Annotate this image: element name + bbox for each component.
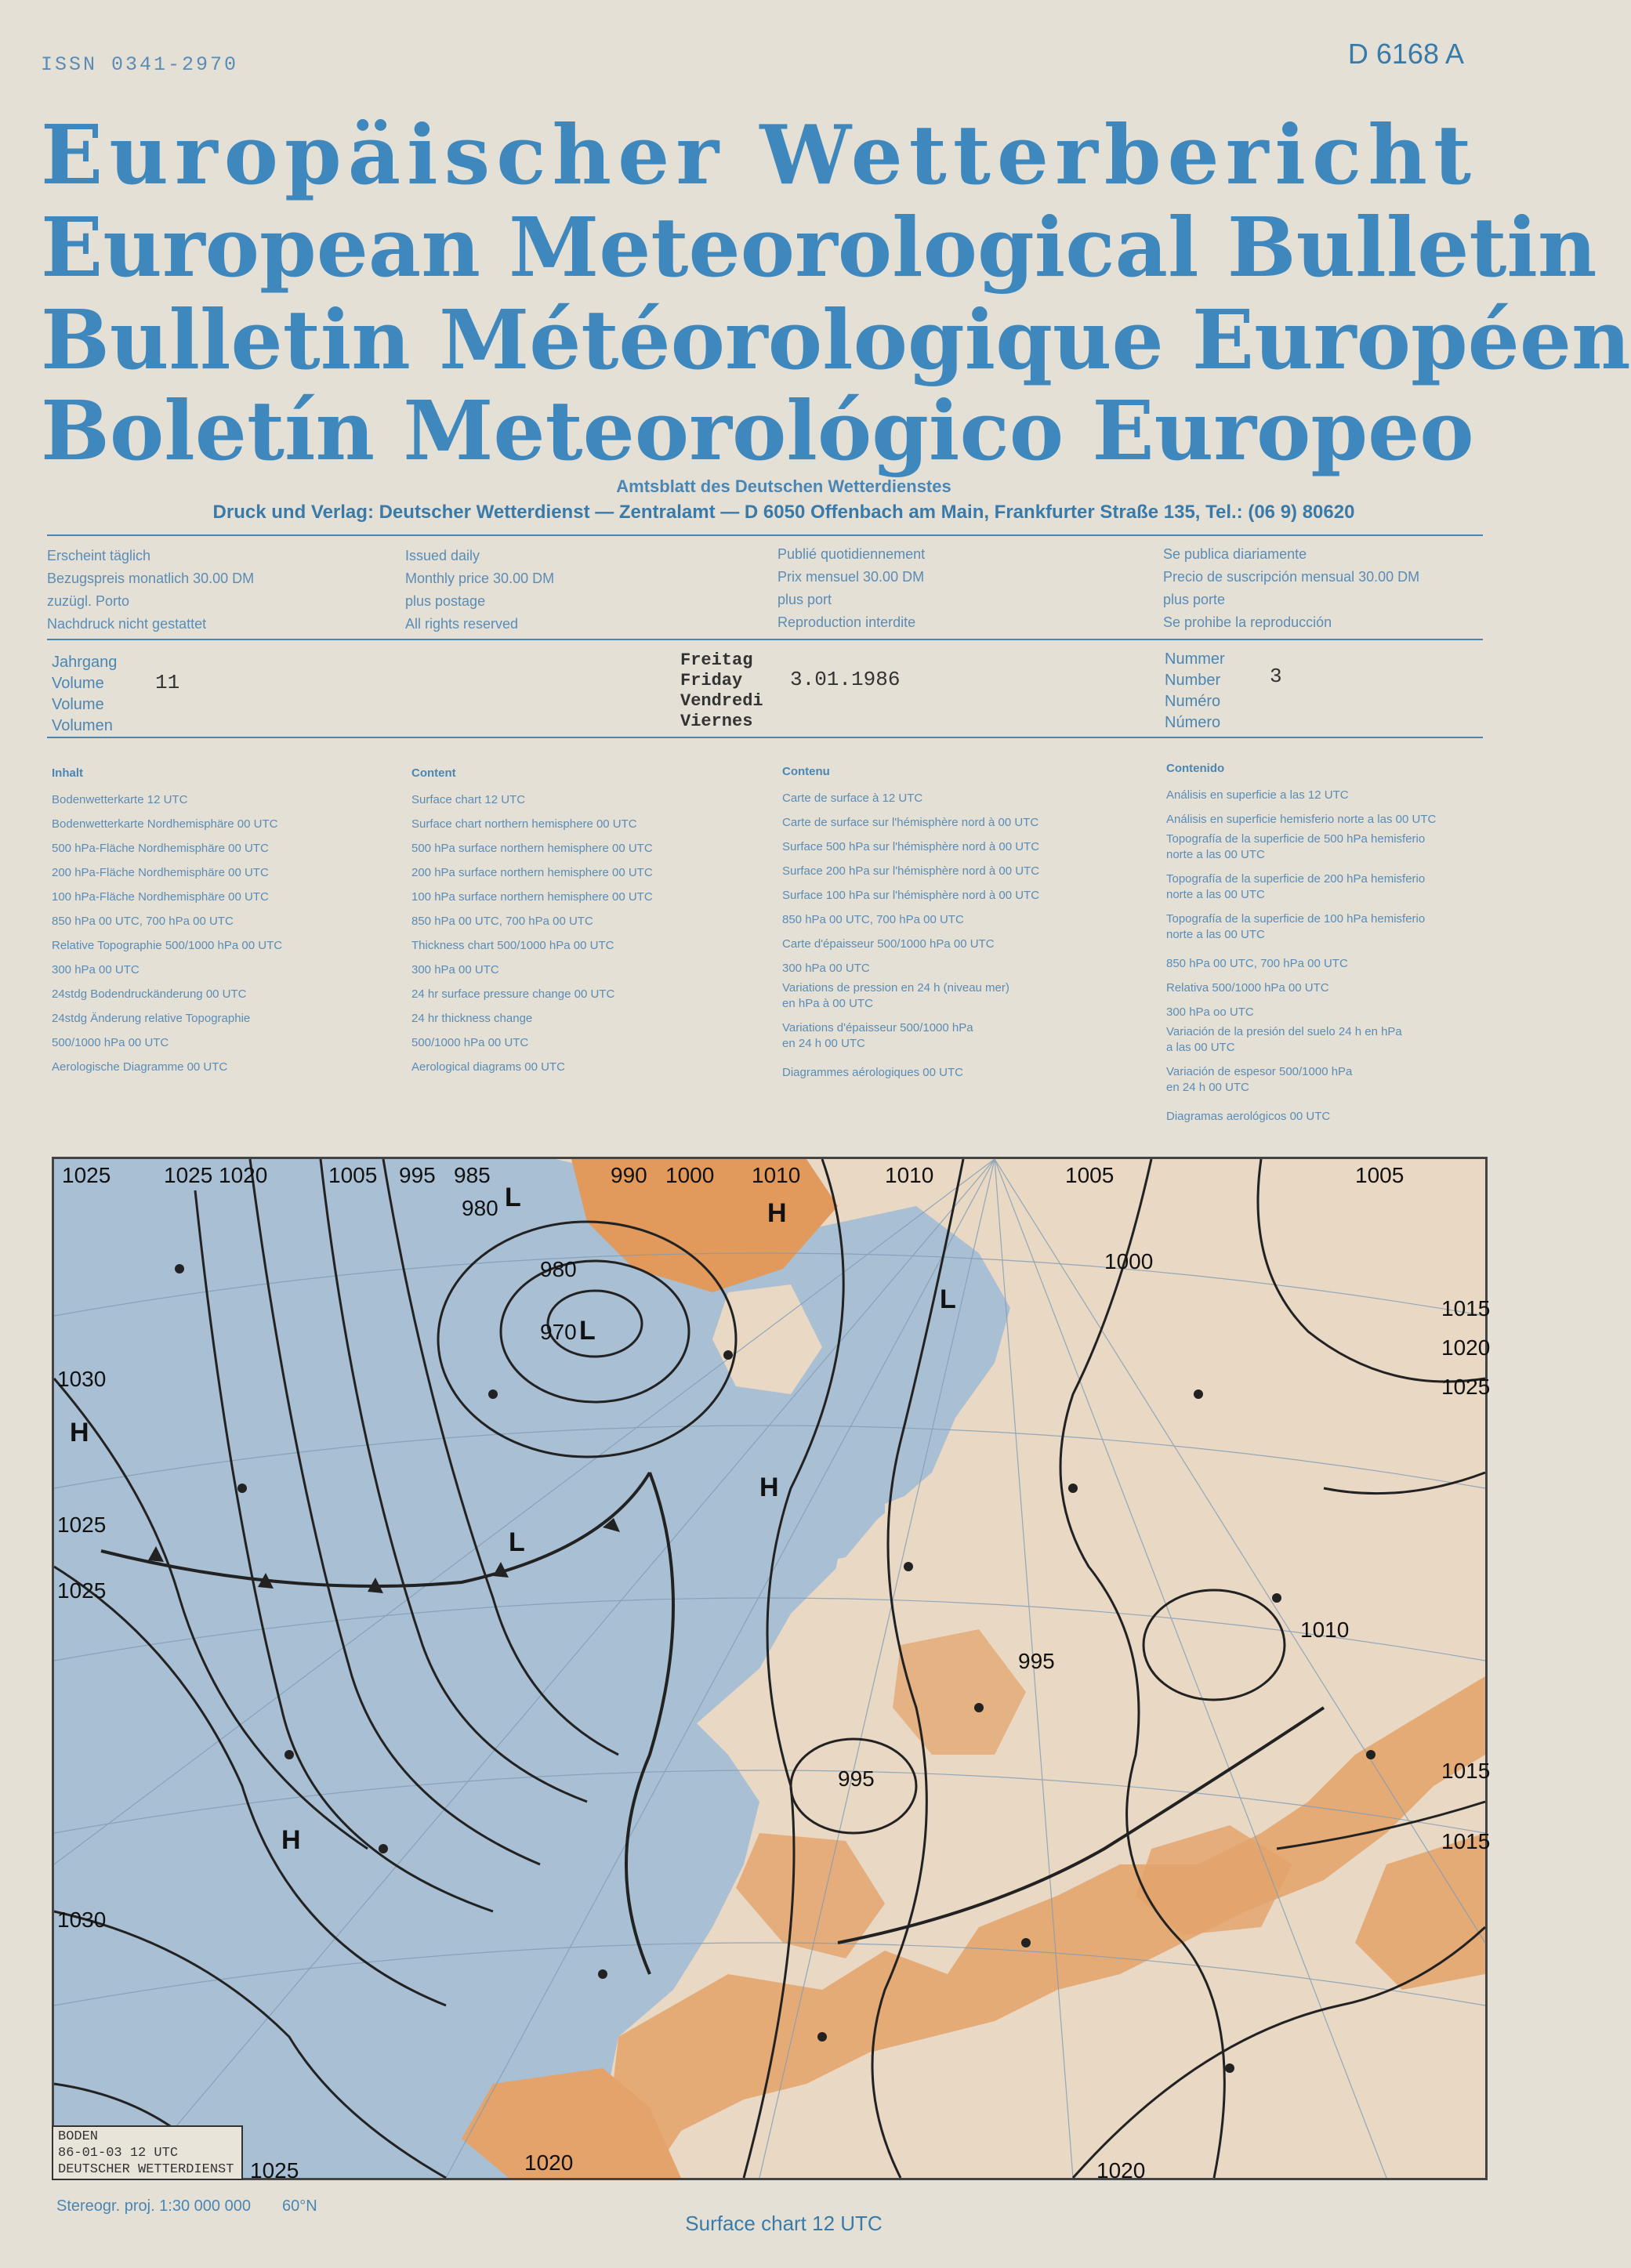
contents-item: Bodenwetterkarte Nordhemisphäre 00 UTC <box>52 817 278 831</box>
day-label: Viernes <box>680 712 753 731</box>
isobar-label: 1020 <box>524 2150 574 2175</box>
volume-value: 11 <box>155 671 180 694</box>
divider <box>47 737 1483 738</box>
volume-labels <box>52 652 117 737</box>
isobar-label: 1005 <box>328 1163 378 1187</box>
subscription-text: Reproduction interdite <box>777 614 916 630</box>
isobar-label: 1010 <box>1300 1618 1350 1642</box>
subscription-text: Issued daily <box>405 548 480 563</box>
high-pressure-center: H <box>70 1418 89 1447</box>
divider <box>47 534 1483 536</box>
subscription-text: Precio de suscripción mensual 30.00 DM <box>1163 569 1420 585</box>
volume-label: Jahrgang <box>52 654 118 671</box>
contents-item <box>782 1020 1039 1052</box>
stamp-line: 86-01-03 12 UTC <box>58 2146 179 2161</box>
station-dot <box>817 2032 827 2042</box>
contents-line: Variations de pression en 24 h (niveau mer) <box>782 981 1009 995</box>
day-label: Vendredi <box>680 691 763 711</box>
publisher-line: Druck und Verlag: Deutscher Wetterdienst — Zentralamt — D 6050 Offenbach am Main, Frankfurter Straße 135, Tel.: (06 9) 80620 <box>212 502 1355 523</box>
contents-item: 500 hPa surface northern hemisphere 00 UTC <box>411 842 653 855</box>
divider <box>47 639 1483 640</box>
isobar-label: 1000 <box>1104 1249 1154 1273</box>
station-dot <box>175 1264 184 1273</box>
subscription-text: Monthly price 30.00 DM <box>405 571 555 586</box>
isobar-label: 1015 <box>1441 1296 1491 1321</box>
map-caption: Surface chart 12 UTC <box>685 2212 883 2235</box>
contents-item: Relative Topographie 500/1000 hPa 00 UTC <box>52 939 283 952</box>
isobar-label: 980 <box>540 1257 577 1281</box>
stamp-line: DEUTSCHER WETTERDIENST <box>58 2162 234 2177</box>
contents-item: Diagramas aerológicos 00 UTC <box>1166 1110 1331 1123</box>
isobar-label: 990 <box>611 1163 647 1187</box>
contents-item: Surface chart northern hemisphere 00 UTC <box>411 817 637 831</box>
contents-item: 100 hPa surface northern hemisphere 00 UTC <box>411 890 653 904</box>
high-pressure-center: H <box>759 1473 779 1502</box>
contents-title: Contenido <box>1166 762 1225 775</box>
subscription-en <box>405 545 554 636</box>
contents-line: Variación de la presión del suelo 24 h en hPa <box>1166 1025 1402 1038</box>
projection-label: Stereogr. proj. 1:30 000 000 <box>56 2197 251 2215</box>
contents-item: 500/1000 hPa 00 UTC <box>52 1036 169 1049</box>
contents-item: Análisis en superficie hemisferio norte a las 00 UTC <box>1166 813 1437 826</box>
station-dot <box>1366 1750 1375 1759</box>
stamp-line: BODEN <box>58 2129 99 2144</box>
high-pressure-center: H <box>281 1825 301 1855</box>
number-label: Número <box>1165 714 1221 731</box>
isobar-label: 1025 <box>57 1578 107 1603</box>
number-label: Number <box>1165 672 1221 689</box>
isobar-label: 985 <box>454 1163 491 1187</box>
low-pressure-center: L <box>579 1316 596 1346</box>
isobar-label: 1025 <box>1441 1375 1491 1399</box>
contents-line: norte a las 00 UTC <box>1166 848 1265 861</box>
contents-de <box>52 766 282 1079</box>
contents-item: 24stdg Änderung relative Topographie <box>52 1012 251 1025</box>
contents-line: en 24 h 00 UTC <box>1166 1081 1249 1094</box>
contents-item: 300 hPa 00 UTC <box>52 963 140 976</box>
latitude-label: 60°N <box>282 2197 317 2215</box>
contents-line: norte a las 00 UTC <box>1166 928 1265 941</box>
title-german: Europäischer Wetterbericht <box>41 107 1477 203</box>
contents-item: Surface 100 hPa sur l'hémisphère nord à 00 UTC <box>782 889 1040 902</box>
isobar-label: 1030 <box>57 1908 107 1932</box>
isobar-label: 1025 <box>57 1513 107 1537</box>
contents-item: Diagrammes aérologiques 00 UTC <box>782 1066 963 1079</box>
contents-fr <box>782 765 1039 1085</box>
contents-es <box>1166 762 1436 1129</box>
contents-item: Surface 500 hPa sur l'hémisphère nord à 00 UTC <box>782 840 1040 853</box>
low-pressure-center: L <box>505 1183 521 1212</box>
isobar-label: 1025 <box>164 1163 213 1187</box>
contents-item <box>1166 1024 1436 1056</box>
day-labels <box>680 650 763 732</box>
contents-item: 850 hPa 00 UTC, 700 hPa 00 UTC <box>1166 957 1348 970</box>
contents-item <box>1166 911 1436 943</box>
low-pressure-center: L <box>509 1527 525 1557</box>
subscription-text: Prix mensuel 30.00 DM <box>777 569 925 585</box>
station-dot <box>1225 2063 1234 2073</box>
station-dot <box>723 1350 733 1360</box>
contents-item: Carte de surface à 12 UTC <box>782 792 923 805</box>
contents-line: Variación de espesor 500/1000 hPa <box>1166 1065 1353 1078</box>
title-french: Bulletin Météorologique Européen <box>41 292 1631 388</box>
contents-item: 100 hPa-Fläche Nordhemisphäre 00 UTC <box>52 890 269 904</box>
station-dot <box>1021 1938 1031 1947</box>
subscription-text: All rights reserved <box>405 616 519 632</box>
contents-item <box>1166 831 1436 863</box>
volume-label: Volume <box>52 696 104 713</box>
contents-en <box>411 766 653 1079</box>
contents-item: 850 hPa 00 UTC, 700 hPa 00 UTC <box>52 915 234 928</box>
day-label: Friday <box>680 671 743 690</box>
isobar-label: 1000 <box>665 1163 715 1187</box>
contents-item <box>1166 1064 1436 1096</box>
contents-item: 24 hr thickness change <box>411 1012 533 1025</box>
station-dot <box>1068 1484 1078 1493</box>
isobar-label: 995 <box>1018 1649 1055 1673</box>
station-dot <box>379 1844 388 1853</box>
issue-date: 3.01.1986 <box>790 668 901 691</box>
contents-item: 24 hr surface pressure change 00 UTC <box>411 987 615 1001</box>
weather-map-svg <box>54 1159 1491 2183</box>
station-dot <box>974 1703 984 1712</box>
subscription-text: Se prohibe la reproducción <box>1163 614 1332 630</box>
contents-item: Relativa 500/1000 hPa 00 UTC <box>1166 981 1329 995</box>
contents-item: 850 hPa 00 UTC, 700 hPa 00 UTC <box>782 913 964 926</box>
subscription-text: Bezugspreis monatlich 30.00 DM <box>47 571 255 586</box>
isobar-label: 1005 <box>1355 1163 1404 1187</box>
map-stamp <box>52 2125 243 2180</box>
isobar-label: 1010 <box>752 1163 801 1187</box>
station-dot <box>1194 1389 1203 1399</box>
contents-line: en 24 h 00 UTC <box>782 1037 865 1050</box>
isobar-label: 970 <box>540 1320 577 1344</box>
volume-label: Volumen <box>52 717 113 734</box>
isobar-label: 1020 <box>219 1163 268 1187</box>
contents-item: Carte d'épaisseur 500/1000 hPa 00 UTC <box>782 937 995 951</box>
contents-item: Surface chart 12 UTC <box>411 793 526 806</box>
contents-item: Thickness chart 500/1000 hPa 00 UTC <box>411 939 614 952</box>
isobar-label: 1025 <box>250 2158 299 2183</box>
subscription-text: plus postage <box>405 593 486 609</box>
surface-weather-map <box>52 1157 1491 2183</box>
issn-label: ISSN 0341-2970 <box>41 53 239 76</box>
contents-line: Topografía de la superficie de 200 hPa hemisferio <box>1166 872 1426 886</box>
isobar-label: 1015 <box>1441 1829 1491 1853</box>
contents-line: Variations d'épaisseur 500/1000 hPa <box>782 1021 973 1034</box>
station-dot <box>237 1484 247 1493</box>
isobar-label: 1025 <box>62 1163 111 1187</box>
station-dot <box>488 1389 498 1399</box>
volume-label: Volume <box>52 675 104 692</box>
station-dot <box>904 1562 913 1571</box>
isobar-label: 980 <box>462 1196 498 1220</box>
station-dot <box>285 1750 294 1759</box>
contents-item: 300 hPa 00 UTC <box>782 962 870 975</box>
publication-code: D 6168 A <box>1347 38 1464 70</box>
isobar-label: 1005 <box>1065 1163 1115 1187</box>
contents-item: 500/1000 hPa 00 UTC <box>411 1036 529 1049</box>
contents-line: en hPa à 00 UTC <box>782 997 873 1010</box>
contents-item: 200 hPa surface northern hemisphere 00 UTC <box>411 866 653 879</box>
contents-item <box>1166 871 1436 903</box>
contents-item: 300 hPa 00 UTC <box>411 963 499 976</box>
contents-item: 200 hPa-Fläche Nordhemisphäre 00 UTC <box>52 866 269 879</box>
contents-item: 500 hPa-Fläche Nordhemisphäre 00 UTC <box>52 842 269 855</box>
isobar-label: 1030 <box>57 1367 107 1391</box>
subscription-text: Erscheint täglich <box>47 548 151 563</box>
contents-line: Topografía de la superficie de 500 hPa hemisferio <box>1166 832 1426 846</box>
subscription-text: Se publica diariamente <box>1163 546 1307 562</box>
isobar-label: 1015 <box>1441 1759 1491 1783</box>
contents-title: Inhalt <box>52 766 83 780</box>
title-english: European Meteorological Bulletin <box>41 199 1597 295</box>
contents-line: a las 00 UTC <box>1166 1041 1235 1054</box>
contents-item: Carte de surface sur l'hémisphère nord à 00 UTC <box>782 816 1039 829</box>
contents-item: Surface 200 hPa sur l'hémisphère nord à 00 UTC <box>782 864 1040 878</box>
amtsblatt-line: Amtsblatt des Deutschen Wetterdienstes <box>616 476 951 496</box>
contents-item: Análisis en superficie a las 12 UTC <box>1166 788 1349 802</box>
isobar-label: 995 <box>838 1766 875 1791</box>
contents-line: Topografía de la superficie de 100 hPa hemisferio <box>1166 912 1426 926</box>
subscription-fr <box>777 543 925 634</box>
contents-item: Aerologische Diagramme 00 UTC <box>52 1060 228 1074</box>
contents-title: Content <box>411 766 456 780</box>
subscription-text: plus porte <box>1163 592 1226 607</box>
isobar-label: 1020 <box>1096 2158 1146 2183</box>
isobar-label: 995 <box>399 1163 436 1187</box>
station-dot <box>598 1969 607 1979</box>
contents-item <box>782 980 1039 1012</box>
subscription-text: plus port <box>777 592 832 607</box>
contents-item: 300 hPa oo UTC <box>1166 1005 1254 1019</box>
subscription-text: Publié quotidiennement <box>777 546 926 562</box>
contents-title: Contenu <box>782 765 830 778</box>
contents-item: Bodenwetterkarte 12 UTC <box>52 793 188 806</box>
issue-number: 3 <box>1270 665 1282 688</box>
number-label: Nummer <box>1165 650 1225 668</box>
number-label: Numéro <box>1165 693 1221 710</box>
station-dot <box>1272 1593 1281 1603</box>
contents-item: 24stdg Bodendruckänderung 00 UTC <box>52 987 247 1001</box>
contents-line: norte a las 00 UTC <box>1166 888 1265 901</box>
subscription-text: zuzügl. Porto <box>47 593 130 609</box>
high-pressure-center: H <box>767 1198 787 1228</box>
subscription-es <box>1163 543 1419 634</box>
low-pressure-center: L <box>940 1284 956 1314</box>
subscription-text: Nachdruck nicht gestattet <box>47 616 207 632</box>
title-spanish: Boletín Meteorológico Europeo <box>41 382 1474 479</box>
subscription-de <box>47 545 254 636</box>
isobar-label: 1010 <box>885 1163 934 1187</box>
isobar-label: 1020 <box>1441 1335 1491 1360</box>
number-labels <box>1165 649 1225 734</box>
contents-item: 850 hPa 00 UTC, 700 hPa 00 UTC <box>411 915 593 928</box>
contents-item: Aerological diagrams 00 UTC <box>411 1060 565 1074</box>
day-label: Freitag <box>680 650 753 670</box>
